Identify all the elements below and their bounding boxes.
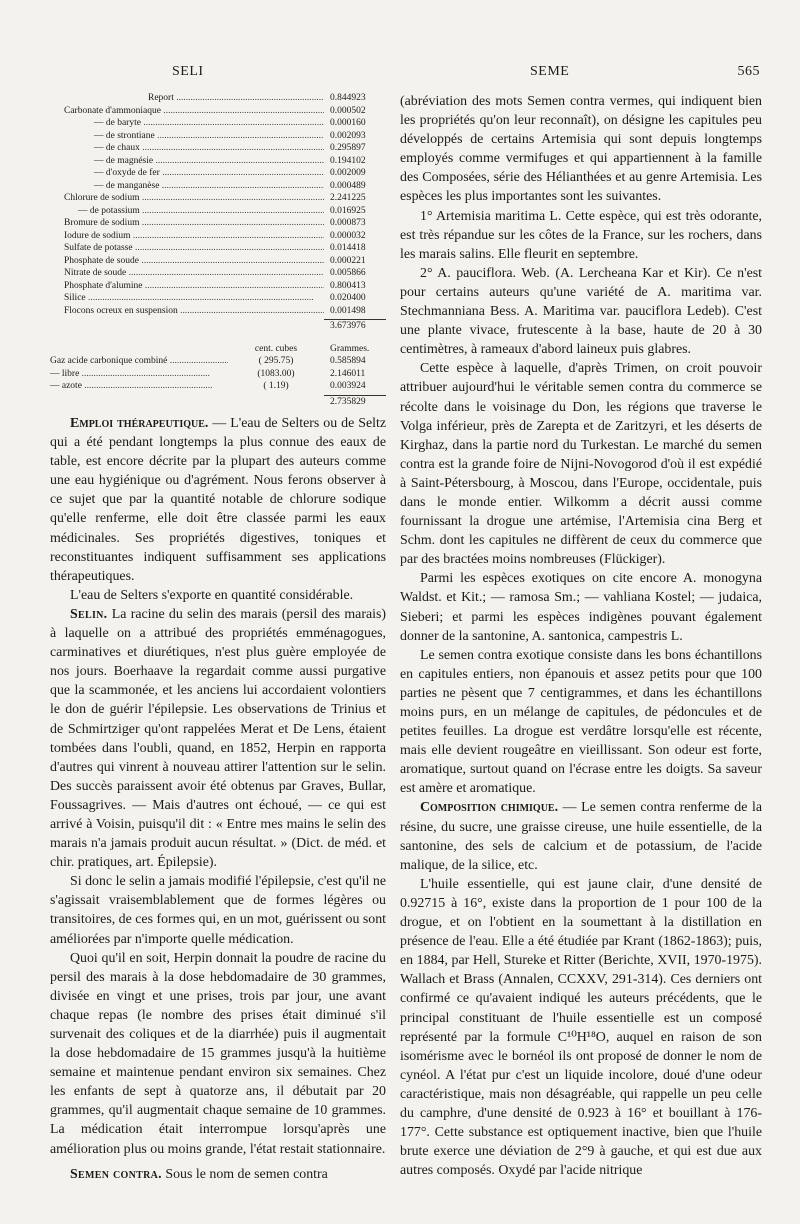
table-row	[50, 230, 386, 243]
gas-row-value: 0.585894	[330, 356, 366, 366]
table-row-value: 0.002093	[330, 130, 366, 141]
table-row-value: 0.295897	[330, 143, 366, 153]
semen-paragraph: Semen contra. Sous le nom de semen contra	[70, 1166, 328, 1182]
table-row	[50, 180, 386, 193]
semen-description-paragraph: Le semen contra exotique consiste dans les bons échantillons en capitules entiers, non épanouis et assez petits pour que 100 parties ne pèsent que 7 centigrammes, et dans les échantillons moins purs, en un mélange de capitules, de pédoncules et de petites feuilles. La drogue est verdâtre lorsqu'elle est récente, mais elle devient rougeâtre en vieillissant. Son odeur est forte, aromatique, surtout quand on l'écrase entre les doigts. Sa saveur est amère et aromatique.	[400, 647, 762, 797]
table-row	[50, 155, 386, 168]
composition-table	[50, 92, 386, 408]
emploi-paragraph: Emploi thérapeutique. — L'eau de Selters ou de Seltz qui a été pendant longtemps la plus connue des eaux de table, est encore décrite par la plupart des auteurs comme une eau hygiénique ou d'agrément. Nous ferons observer à ce sujet que par la quantité notable de chlorure sodique qu'elle renferme, elle doit être classée parmi les eaux médicinales. Ses propriétés digestives, toniques et reconstituantes indiquent suffisamment ses applications thérapeutiques.	[50, 416, 387, 584]
composition-paragraph: Composition chimique. — Le semen contra renferme de la résine, du sucre, une graisse cireuse, une huile essentielle, de la santonine, des sels de calcium et de potassium, de l'acide malique, de la silice, etc.	[400, 800, 762, 873]
table-row-label: — de strontiane .....	[50, 130, 324, 143]
table-row-label: Phosphate de soude .....	[50, 255, 324, 268]
gas-row-label: — libre .....	[50, 368, 228, 381]
table-row-label: — de baryte .....	[50, 117, 324, 130]
table-row-label: Report .....	[50, 92, 324, 105]
gas-row	[50, 355, 386, 368]
table-row-value: 0.000032	[330, 230, 366, 241]
composition-heading: Composition chimique.	[420, 800, 559, 816]
exotic-species-paragraph: Parmi les espèces exotiques on cite encore A. monogyna Waldst. et Kit.; — ramosa Sm.; — vahliana Kostel; — judaica, Sieberi; et parmi les espèces indigènes pouvant également donner de la santonine, A. santonica, campestris L.	[400, 571, 762, 644]
table-row-label: Sulfate de potasse .....	[50, 242, 324, 255]
table-row	[50, 117, 386, 130]
right-column	[400, 92, 762, 1180]
table-row-value: 0.000489	[330, 180, 366, 191]
table-row	[50, 292, 386, 305]
table-row-value: 2.241225	[330, 193, 366, 203]
running-header-right: SEME	[530, 64, 570, 79]
table-row-label: Chlorure de sodium .....	[50, 192, 324, 205]
table-row-label: Silice .....	[50, 292, 324, 305]
gas-row-label: Gaz acide carbonique combiné .....	[50, 355, 228, 368]
gas-total: 2.735829	[50, 393, 386, 409]
table-row	[50, 255, 386, 268]
left-column	[50, 92, 386, 1184]
table-row	[50, 205, 386, 218]
table-row-value: 0.000502	[330, 105, 366, 116]
table-row-value: 0.014418	[330, 243, 366, 253]
table-row	[50, 305, 386, 318]
semen-continued-paragraph: (abréviation des mots Semen contra vermes, qui indiquent bien les propriétés qu'on leur reconnaît), on désigne les capitules peu développés de certains Artemisia qui sont depuis longtemps employés comme vermifuges et qui appartiennent à la famille des Composées, série des Hélianthées et au genre Artemisia. Les espèces les plus importantes sont les suivantes.	[400, 94, 762, 205]
gas-row-label: — azote .....	[50, 380, 228, 393]
selin-heading: Selin.	[70, 606, 108, 622]
selin-paragraph-3: Quoi qu'il en soit, Herpin donnait la poudre de racine du persil des marais à la dose hebdomadaire de 30 grammes, divisée en vingt et une prises, trois par jour, une avant chaque repas (le nombre des prises était diminué s'il survenait des coliques et de la diarrhée) puis il augmentait la dose hebdomadaire de 15 grammes jusqu'à la huitième semaine et maintenue pendant environ six semaines. Chez les enfants de sept à quatorze ans, il débutait par 20 grammes, qu'il augmentait chaque semaine de 10 grammes. La médication était interrompue lorsqu'après une amélioration plus ou moins grande, l'état restait stationnaire.	[50, 950, 386, 1157]
table-row-value: 0.844923	[330, 93, 366, 103]
gas-table-header: cent. cubes Grammes.	[254, 343, 370, 354]
gas-row-value: 2.146011	[330, 368, 366, 379]
table-row-label: Bromure de sodium .....	[50, 217, 324, 230]
table-row-value: 0.002009	[330, 168, 366, 178]
table-row-label: — de magnésie .....	[50, 155, 324, 168]
table-row	[50, 167, 386, 180]
table-row	[50, 267, 386, 280]
table-row-value: 0.000873	[330, 218, 366, 228]
table-row-label: Carbonate d'ammoniaque .....	[50, 105, 324, 118]
table-row-label: Nitrate de soude .....	[50, 267, 324, 280]
table-row-value: 0.800413	[330, 280, 366, 291]
table-row-label: Phosphate d'alumine .....	[50, 280, 324, 293]
table-row-value: 0.001498	[330, 305, 366, 316]
table-row-value: 0.000160	[330, 118, 366, 128]
table-total: 3.673976	[50, 317, 386, 333]
table-row	[50, 217, 386, 230]
table-row-label: — d'oxyde de fer .....	[50, 167, 324, 180]
gas-row-volume: (1083.00)	[257, 368, 295, 379]
table-row	[50, 142, 386, 155]
table-row	[50, 242, 386, 255]
gas-row-volume: ( 295.75)	[258, 356, 294, 366]
table-row	[50, 280, 386, 293]
gas-row-value: 0.003924	[330, 381, 366, 391]
table-row-label: — de potassium .....	[50, 205, 324, 218]
table-row	[50, 105, 386, 118]
trimen-paragraph: Cette espèce à laquelle, d'après Trimen, on croit pouvoir attribuer aujourd'hui le véritable semen contra du commerce se récolte dans le voisinage du Don, les régions que traverse le Volga inférieur, près de Zarepta et de Zaritzyri, et les déserts de Kirghaz, dans la partie nord du Turkestan. Le marché du semen contra est la grande foire de Nijni-Novogorod d'où il est expédié à Saint-Pétersbourg, à Moscou, dans l'Europe, occidentale, puis dans le monde entier. Wilkomm a décrit aussi comme fournissant la drogue une artémise, l'Artemisia cina Berg et Schm. dont les capitules ne diffèrent de ceux du commerce que par des bractées moins nombreuses (Flückiger).	[400, 361, 762, 568]
semen-heading: Semen contra.	[70, 1166, 162, 1182]
artemisia-maritima-paragraph: 1° Artemisia maritima L. Cette espèce, qui est très odorante, est très répandue sur les côtes de la France, sur les rochers, dans les marais salins. Elle fleurit en septembre.	[400, 208, 762, 262]
gas-row	[50, 380, 386, 393]
gas-row	[50, 368, 386, 381]
emploi-export-paragraph: L'eau de Selters s'exporte en quantité considérable.	[70, 587, 354, 603]
emploi-heading: Emploi thérapeutique.	[70, 416, 209, 431]
table-row-value: 0.016925	[330, 205, 366, 216]
table-row-label: Flocons ocreux en suspension .....	[50, 305, 324, 318]
selin-paragraph-2: Si donc le selin a jamais modifié l'épilepsie, c'est qu'il ne s'agissait vraisemblablement que de formes légères ou transitoires, de ces formes qui, en un mot, guérissent ou sont améliorées par n'importe quelle médication.	[50, 874, 387, 947]
table-row	[50, 92, 386, 105]
page-number: 565	[737, 64, 760, 79]
table-row	[50, 192, 386, 205]
selin-paragraph: Selin. La racine du selin des marais (persil des marais) à laquelle on a attribué des propriétés emménagogues, carminatives et diurétiques, n'est plus guère employée de nos jours. Boerhaave la regardait comme aussi purgative que la scammonée, et les anciens lui accordaient volontiers le don de guérir l'épilepsie. Les observations de Trinius et de Schmirtziger qu'ont rappelées Merat et De Lens, étaient tombées dans l'oubli, quand, en 1852, Herpin en rapporta d'autres qui vinrent à nouveau attirer l'attention sur le selin. Des succès paraissent avoir été obtenus par Graves, Bullar, Foussagrives. — Mais d'autres ont échoué, — ce qui est arrivé à Voisin, puisqu'il dit : « Entre mes mains le selin des marais n'a jamais produit aucun résultat. » (Dict. de méd. et chir. pratiques, art. Épilepsie).	[50, 606, 386, 871]
table-row-value: 0.020400	[330, 293, 366, 303]
table-row-label: — de manganèse .....	[50, 180, 324, 193]
table-row-label: — de chaux .....	[50, 142, 324, 155]
running-header-left: SELI	[172, 64, 204, 79]
table-row-value: 0.005866	[330, 268, 366, 278]
table-row-label: Iodure de sodium .....	[50, 230, 324, 243]
table-row-value: 0.000221	[330, 255, 366, 266]
table-row	[50, 130, 386, 143]
table-row-value: 0.194102	[330, 155, 366, 166]
gas-row-volume: ( 1.19)	[263, 381, 289, 391]
artemisia-pauciflora-paragraph: 2° A. pauciflora. Web. (A. Lercheana Kar et Kir). Ce n'est pour certains auteurs qu'une variété de A. maritima var. Stechmanniana Bess. A. Maritima var. pauciflora Ledeb). C'est une plante vivace, frutescente à la base, haute de 20 à 30 centimètres, à rameaux d'abord laineux puis glabres.	[400, 265, 762, 358]
essential-oil-paragraph: L'huile essentielle, qui est jaune clair, d'une densité de 0.92715 à 16°, existe dans la proportion de 1 pour 100 de la drogue, et on l'obtient en la soumettant à la distillation en présence de l'eau. Elle a été étudiée par Krant (1862-1863); puis, en 1884, par Hell, Stureke et Ritter (Berichte, XVII, 1970-1975). Wallach et Brass (Annalen, CCXXV, 291-314). Ces derniers ont confirmé ce qu'avaient indiqué les auteurs précédents, que le principal constituant de l'huile essentielle est un composé représenté par la formule C¹⁰H¹⁸O, auquel en raison de son isomérisme avec le bornéol ils ont proposé de donner le nom de cynéol. A l'état pur c'est un liquide incolore, doué d'une odeur caractéristique, mais non désagréable, qui rappelle un peu celle du camphre, d'une densité de 0.923 à 16° et bouillant à 176-177°. Cette substance est optiquement inactive, bien que l'huile brute exerce une déviation de 2°9 à gauche, et qui est due aux autres composés. Oxydé par l'acide nitrique	[400, 876, 762, 1179]
